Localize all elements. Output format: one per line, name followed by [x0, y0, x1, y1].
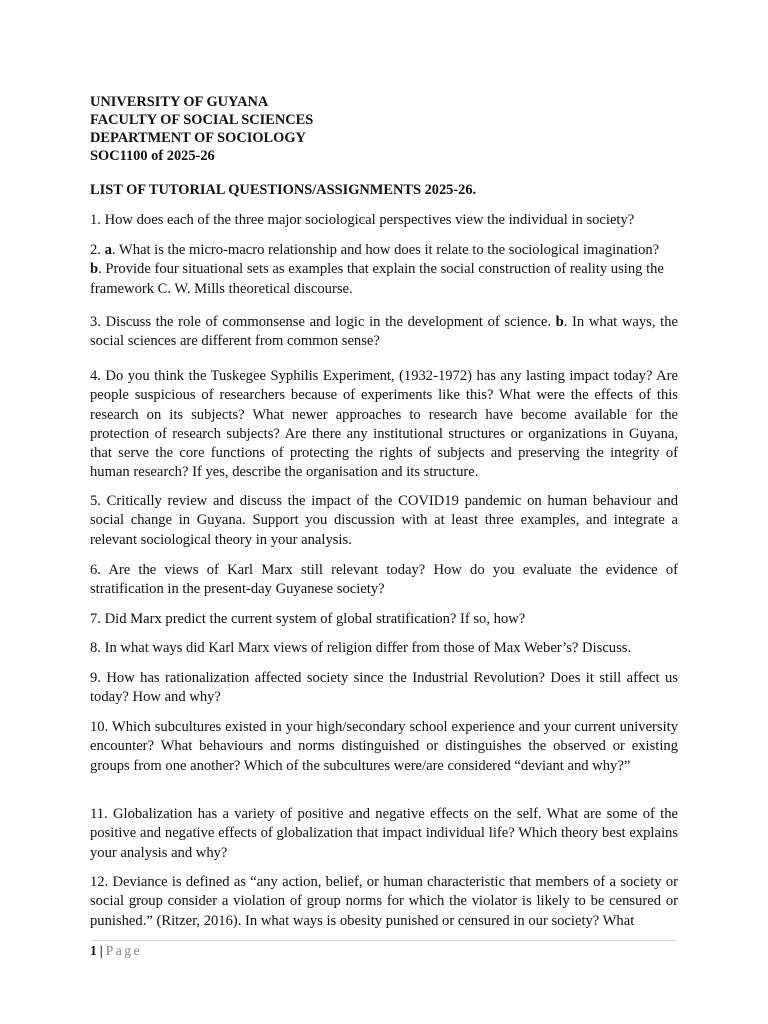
question-9	[90, 669, 678, 708]
question-5-text: 5. Critically review and discuss the impact of the COVID19 pandemic on human behaviour and social change in Guyana. Support you discussion with at least three examples, and integrate a relevant sociological theory in your analysis.	[90, 493, 678, 548]
question-6-text: 6. Are the views of Karl Marx still relevant today? How do you evaluate the evidence of stratification in the present-day Guyanese society?	[90, 562, 678, 598]
page-separator: |	[99, 943, 103, 958]
footer-divider	[90, 940, 678, 941]
question-9-text: 9. How has rationalization affected society since the Industrial Revolution? Does it still affect us today? How and why?	[90, 670, 678, 706]
question-3-part-a-text: 3. Discuss the role of commonsense and logic in the development of science.	[90, 314, 556, 330]
question-2-number: 2.	[90, 242, 105, 258]
question-8	[90, 639, 678, 658]
question-8-text: 8. In what ways did Karl Marx views of religion differ from those of Max Weber’s? Discuss.	[90, 640, 632, 656]
question-4	[90, 367, 678, 483]
question-2	[90, 241, 678, 299]
question-1-text: 1. How does each of the three major sociological perspectives view the individual in society?	[90, 212, 635, 228]
question-4-text: 4. Do you think the Tuskegee Syphilis Experiment, (1932-1972) has any lasting impact today? Are people suspicious of researchers because of experiments like this? What were the effects of this research on its subjects? What newer approaches to research have become available for the protection of research subjects? Are there any institutional structures or organizations in Guyana, that serve the core functions of protecting the rights of subjects and preserving the integrity of human research? If yes, describe the organisation and its structure.	[90, 368, 678, 481]
question-10-text: 10. Which subcultures existed in your high/secondary school experience and your current university encounter? What behaviours and norms distinguished or distinguishes the observed or existing groups from one another? Which of the subcultures were/are considered “deviant and why?”	[90, 719, 678, 774]
question-2-text	[90, 241, 678, 299]
question-11-text: 11. Globalization has a variety of positive and negative effects on the self. What are some of the positive and negative effects of globalization that impact individual life? Which theory best explains your analysis and why?	[90, 806, 678, 861]
question-10	[90, 718, 678, 776]
question-6	[90, 561, 678, 600]
document-header	[90, 93, 313, 165]
page-number: 1	[90, 943, 97, 958]
question-2-part-b-text: . Provide four situational sets as examples that explain the social construction of reality using the framework C. W. Mills theoretical discourse.	[90, 261, 664, 297]
faculty-name: FACULTY OF SOCIAL SCIENCES	[90, 112, 314, 128]
page-label: Page	[105, 943, 142, 958]
question-2-part-b-marker: b	[90, 261, 99, 278]
question-7-text: 7. Did Marx predict the current system of global stratification? If so, how?	[90, 611, 526, 627]
question-3-text	[90, 313, 678, 352]
course-code: SOC1100 of 2025-26	[90, 148, 215, 164]
question-1	[90, 211, 678, 230]
question-3-part-b-text: . In what ways, the social sciences are different from common sense?	[90, 314, 678, 350]
list-title: LIST OF TUTORIAL QUESTIONS/ASSIGNMENTS 2025-26.	[90, 182, 477, 198]
question-7	[90, 610, 678, 629]
page-footer	[90, 943, 142, 959]
question-11	[90, 805, 678, 863]
question-5	[90, 492, 678, 550]
department-name: DEPARTMENT OF SOCIOLOGY	[90, 130, 306, 146]
question-12-text: 12. Deviance is defined as “any action, belief, or human characteristic that members of a society or social group consider a violation of group norms for which the violator is likely to be censured or punished.” (Ritzer, 2016). In what ways is obesity punished or censured in our society? What	[90, 874, 678, 929]
question-3-part-b-marker: b	[555, 314, 564, 330]
question-12	[90, 873, 678, 931]
question-2-part-a-text: . What is the micro-macro relationship and how does it relate to the sociological imagination?	[111, 242, 660, 258]
question-2-part-a-marker: a	[104, 242, 112, 258]
university-name: UNIVERSITY OF GUYANA	[90, 94, 269, 110]
question-3	[90, 313, 678, 352]
